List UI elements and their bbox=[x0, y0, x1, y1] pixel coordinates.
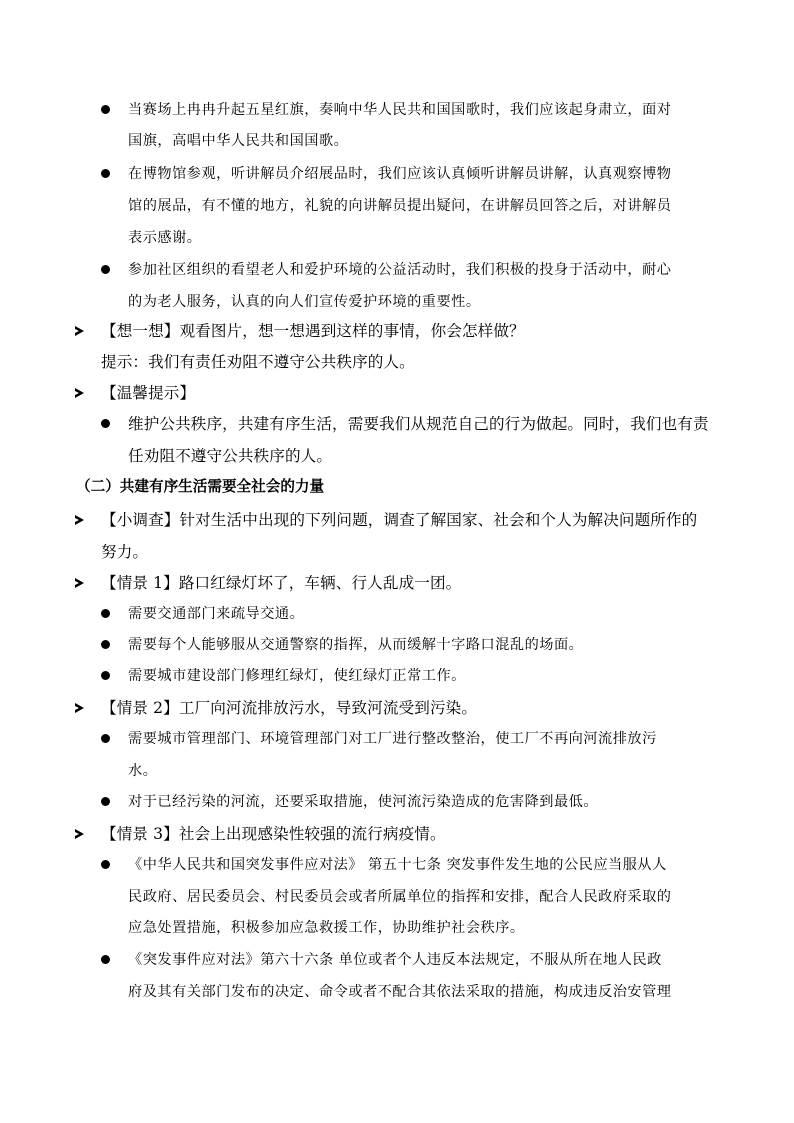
bullet-text-line: 府及其有关部门发布的决定、命令或者不配合其依法采取的措施，构成违反治安管理 bbox=[128, 984, 672, 1000]
bullet-text-line: 需要每个人能够服从交通警察的指挥，从而缓解十字路口混乱的场面。 bbox=[128, 637, 584, 653]
bullet-icon bbox=[101, 797, 110, 806]
bullet-icon bbox=[101, 734, 110, 743]
section-label: 【想一想】观看图片，想一想遇到这样的事情，你会怎样做？ bbox=[101, 322, 525, 340]
arrow-bullet-icon bbox=[75, 388, 84, 398]
bullet-text-line: 当赛场上冉冉升起五星红旗，奏响中华人民共和国国歌时，我们应该起身肃立，面对 bbox=[128, 102, 672, 118]
bullet-icon bbox=[101, 105, 110, 114]
bullet-text-line: 的为老人服务，认真的向人们宣传爱护环境的重要性。 bbox=[128, 294, 481, 310]
bullet-icon bbox=[101, 609, 110, 618]
scenario-label: 【情景 3】社会上出现感染性较强的流行病疫情。 bbox=[101, 825, 446, 843]
bullet-text-line: 《突发事件应对法》第六十六条 单位或者个人违反本法规定，不服从所在地人民政 bbox=[128, 952, 662, 968]
bullet-text-line: 表示感谢。 bbox=[128, 230, 202, 246]
arrow-bullet-icon bbox=[75, 829, 84, 839]
bullet-text-line: 民政府、居民委员会、村民委员会或者所属单位的指挥和安排，配合人民政府采取的 bbox=[128, 889, 672, 905]
bullet-icon bbox=[101, 860, 110, 869]
scenario-label: 【情景 2】工厂向河流排放污水，导致河流受到污染。 bbox=[101, 699, 478, 717]
survey-text-line: 努力。 bbox=[101, 543, 149, 561]
section-label: 【温馨提示】 bbox=[101, 384, 196, 402]
hint-text: 提示：我们有责任劝阻不遵守公共秩序的人。 bbox=[101, 353, 415, 371]
bullet-text-line: 馆的展品，有不懂的地方，礼貌的向讲解员提出疑问，在讲解员回答之后，对讲解员 bbox=[128, 198, 672, 214]
bullet-icon bbox=[101, 955, 110, 964]
bullet-text-line: 维护公共秩序，共建有序生活，需要我们从规范自己的行为做起。同时，我们也有责 bbox=[128, 415, 709, 433]
bullet-icon bbox=[101, 265, 110, 274]
bullet-icon bbox=[101, 640, 110, 649]
bullet-text-line: 需要城市管理部门、环境管理部门对工厂进行整改整治，使工厂不再向河流排放污 bbox=[128, 731, 657, 747]
bullet-text-line: 国旗，高唱中华人民共和国国歌。 bbox=[128, 133, 349, 149]
arrow-bullet-icon bbox=[75, 578, 84, 588]
bullet-text-line: 需要城市建设部门修理红绿灯，使红绿灯正常工作。 bbox=[128, 668, 466, 684]
bullet-icon bbox=[101, 671, 110, 680]
arrow-bullet-icon bbox=[75, 326, 84, 336]
scenario-label: 【情景 1】路口红绿灯坏了，车辆、行人乱成一团。 bbox=[101, 574, 462, 592]
bullet-icon bbox=[101, 419, 110, 428]
section-heading: （二）共建有序生活需要全社会的力量 bbox=[76, 478, 325, 495]
bullet-icon bbox=[101, 169, 110, 178]
arrow-bullet-icon bbox=[75, 515, 84, 525]
bullet-text-line: 对于已经污染的河流，还要采取措施，使河流污染造成的危害降到最低。 bbox=[128, 794, 599, 810]
bullet-text-line: 在博物馆参观，听讲解员介绍展品时，我们应该认真倾听讲解员讲解，认真观察博物 bbox=[128, 166, 672, 182]
arrow-bullet-icon bbox=[75, 703, 84, 713]
bullet-text-line: 需要交通部门来疏导交通。 bbox=[128, 606, 305, 622]
bullet-text-line: 水。 bbox=[128, 763, 158, 779]
bullet-text-line: 参加社区组织的看望老人和爱护环境的公益活动时，我们积极的投身于活动中，耐心 bbox=[128, 262, 672, 278]
bullet-text-line: 《中华人民共和国突发事件应对法》 第五十七条 突发事件发生地的公民应当服从人 bbox=[128, 857, 667, 873]
bullet-text-line: 应急处置措施，积极参加应急救援工作，协助维护社会秩序。 bbox=[128, 920, 525, 936]
survey-text-line: 【小调查】针对生活中出现的下列问题，调查了解国家、社会和个人为解决问题所作的 bbox=[101, 511, 698, 529]
bullet-text-line: 任劝阻不遵守公共秩序的人。 bbox=[128, 447, 333, 465]
